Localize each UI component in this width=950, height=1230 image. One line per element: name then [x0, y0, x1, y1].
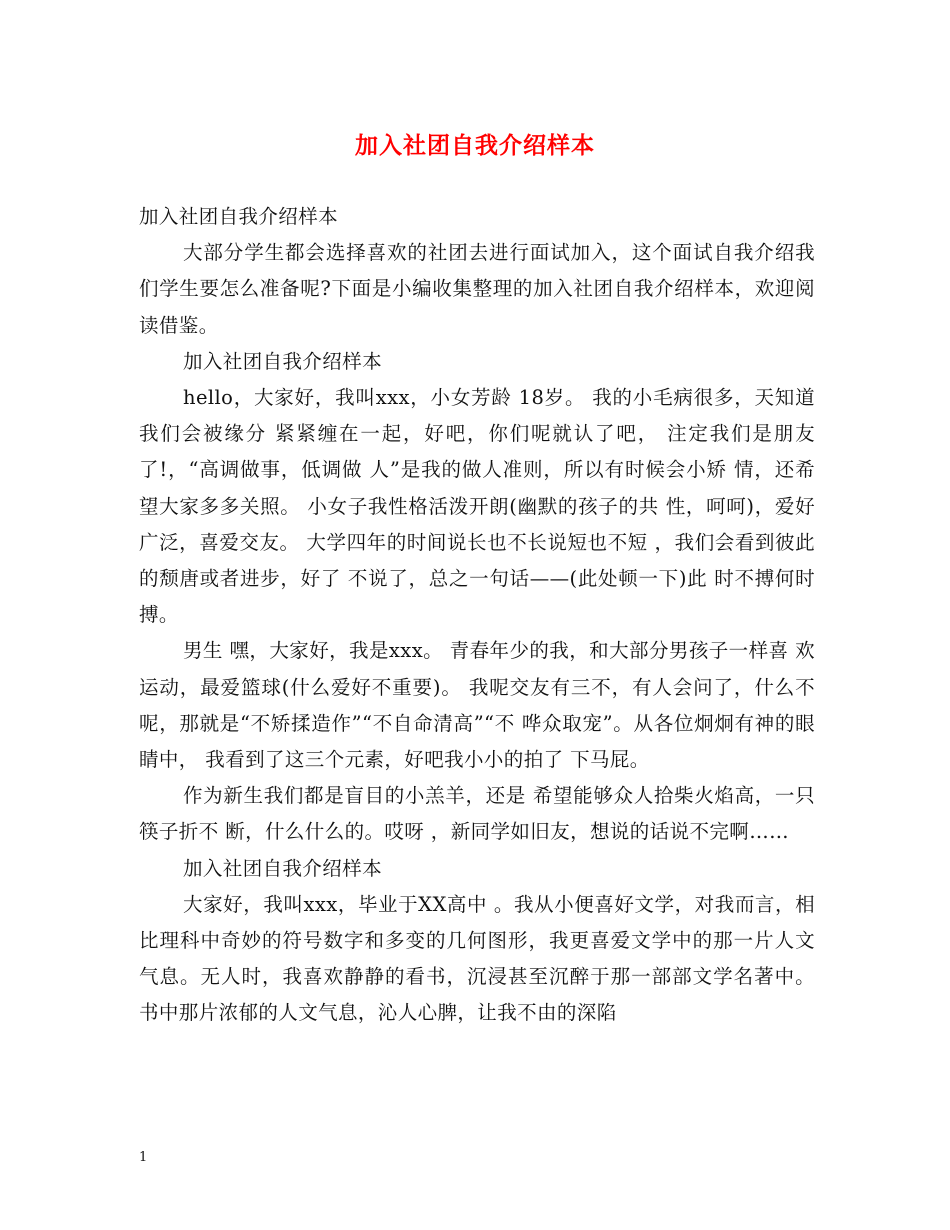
paragraph-subheading: 加入社团自我介绍样本 [183, 349, 383, 373]
page-number: 1 [139, 1150, 148, 1165]
paragraph-sample-two: 男生 嘿，大家好，我是xxx。 青春年少的我，和大部分男孩子一样喜 欢运动，最爱篮球(什么爱好不重要)。 我呢交友有三不，有人会问了，什么不 呢，那就是“不矫揉造作”“不自命清高”“不 哗众取宠”。从各位炯炯有神的眼睛中， 我看到了这三个元素，好吧我小小的拍了 下马屁。 [139, 639, 815, 772]
paragraph-sample-one: hello，大家好，我叫xxx，小女芳龄 18岁。 我的小毛病很多，天知道我们会被缘分 紧紧缠在一起，好吧，你们呢就认了吧， 注定我们是朋友了!，“高调做事，低调做 人”是我的做人准则，所以有时候会小矫 情，还希望大家多多关照。 小女子我性格活泼开朗(幽默的孩子的共 性，呵呵)，爱好广泛，喜爱交友。 大学四年的时间说长也不长说短也不短 ，我们会看到彼此的颓唐或者进步，好了 不说了，总之一句话——(此处顿一下)此 时不搏何时搏。 [139, 386, 815, 627]
document-title: 加入社团自我介绍样本 [355, 132, 595, 159]
paragraph-intro: 大部分学生都会选择喜欢的社团去进行面试加入，这个面试自我介绍我们学生要怎么准备呢?下面是小编收集整理的加入社团自我介绍样本，欢迎阅读借鉴。 [139, 241, 815, 337]
paragraph-subheading: 加入社团自我介绍样本 [183, 856, 383, 880]
paragraph-heading: 加入社团自我介绍样本 [139, 205, 339, 228]
paragraph-sample-four: 大家好，我叫xxx，毕业于XX高中 。我从小便喜好文学，对我而言，相比理科中奇妙的符号数字和多变的几何图形，我更喜爱文学中的那一片人文气息。无人时，我喜欢静静的看书，沉浸甚至沉醉于那一部部文学名著中。书中那片浓郁的人文气息，沁人心脾，让我不由的深陷 [139, 892, 815, 1025]
paragraph-sample-three: 作为新生我们都是盲目的小羔羊，还是 希望能够众人拾柴火焰高，一只筷子折不 断，什么什么的。哎呀 ，新同学如旧友，想说的话说不完啊…… [139, 784, 815, 844]
document-body [139, 199, 815, 1032]
